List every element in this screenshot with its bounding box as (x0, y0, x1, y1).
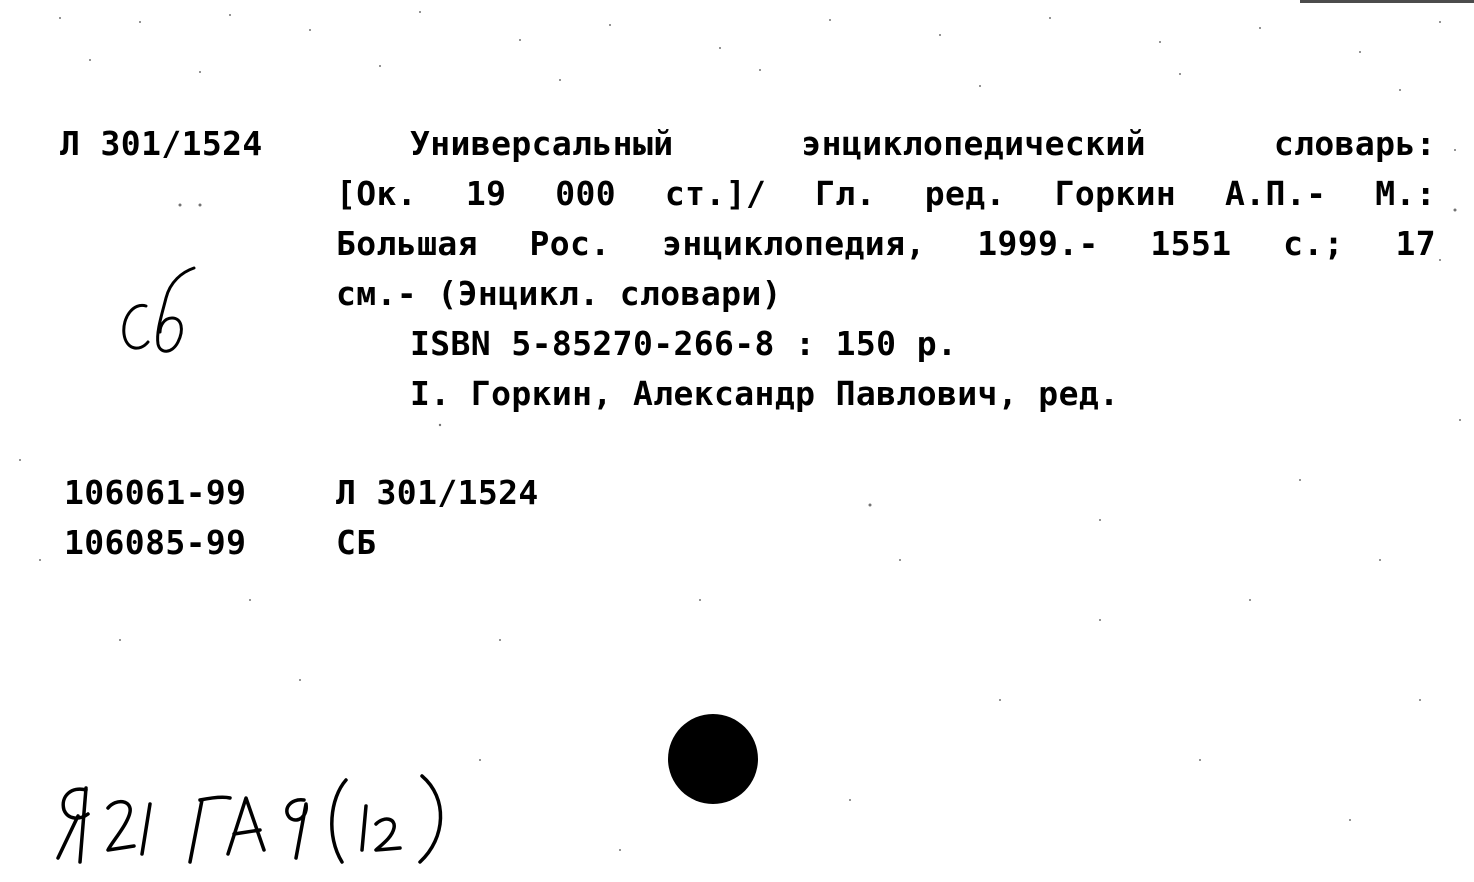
description-line-1: Универсальный энциклопедический словарь: (410, 124, 1436, 163)
inventory-location-1: Л 301/1524 (336, 473, 539, 512)
description-line-2: [Ок. 19 000 ст.]/ Гл. ред. Горкин А.П.- М.: (336, 174, 1436, 213)
inventory-location-2: СБ (336, 523, 377, 562)
inventory-number-1: 106061-99 (64, 473, 247, 512)
description-line-3: Большая Рос. энциклопедия, 1999.- 1551 с.; 17 (336, 224, 1436, 263)
shelfmark: Л 301/1524 (60, 124, 263, 163)
punch-hole (668, 714, 758, 804)
description-line-4: см.- (Энцикл. словари) (336, 274, 782, 313)
handwritten-bottom-code (50, 758, 460, 868)
isbn-line: ISBN 5-85270-266-8 : 150 р. (410, 324, 958, 363)
inventory-number-2: 106085-99 (64, 523, 247, 562)
added-entry: I. Горкин, Александр Павлович, ред. (410, 374, 1120, 413)
handwritten-margin-mark (112, 262, 212, 372)
